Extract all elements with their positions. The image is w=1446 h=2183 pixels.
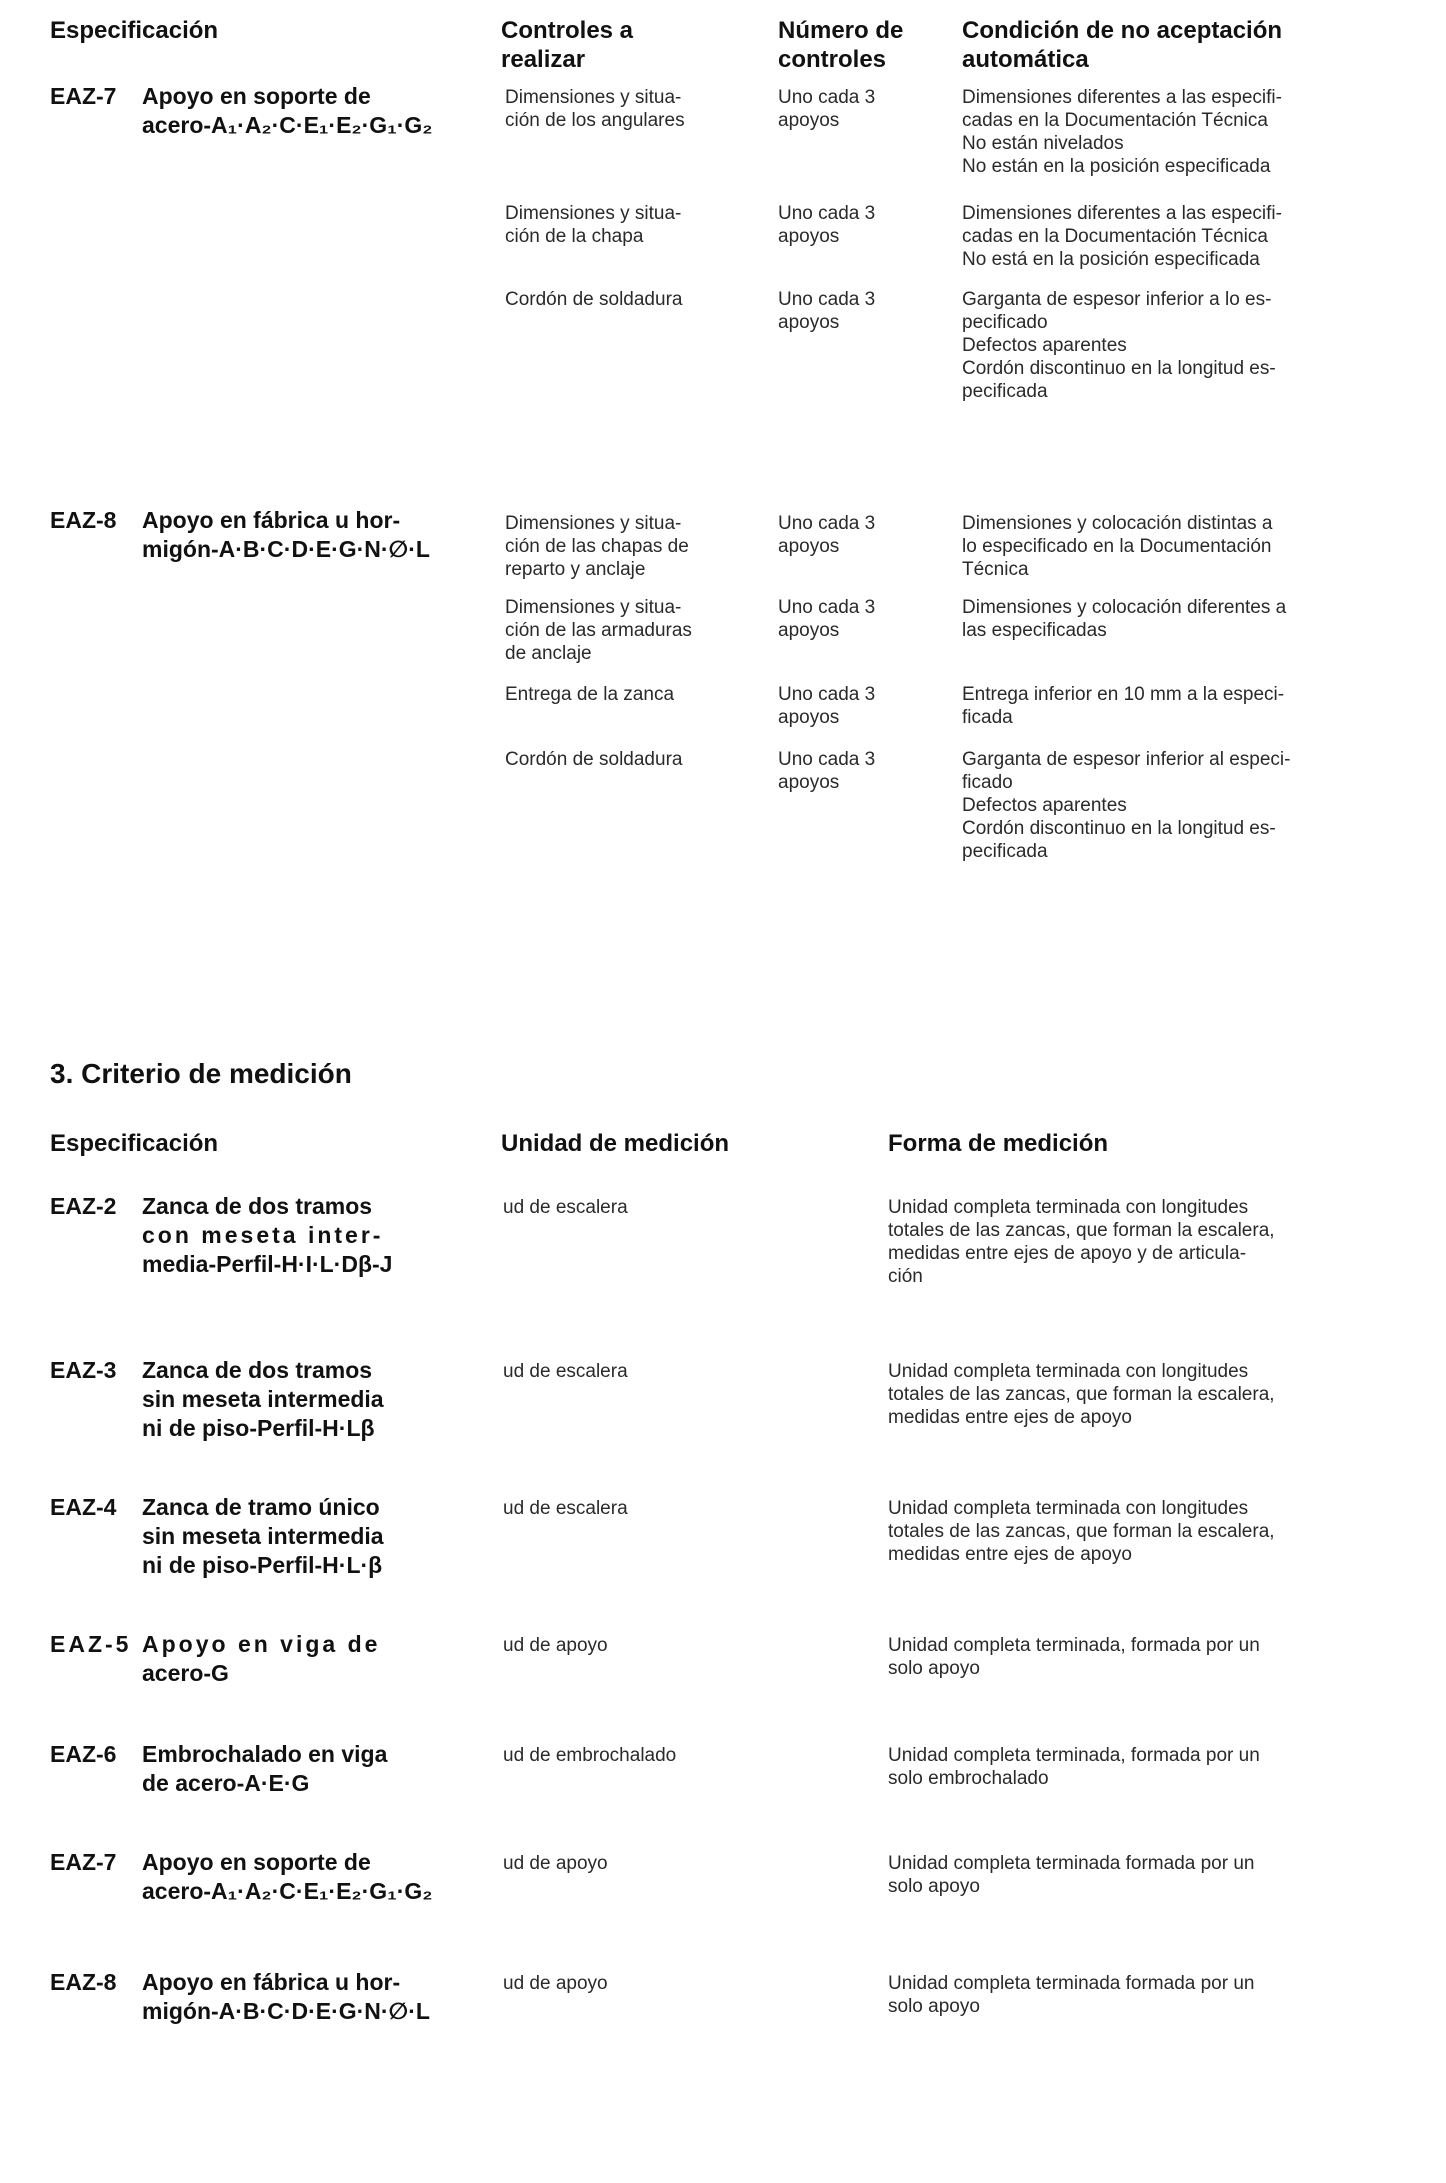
header-controles: [501, 16, 741, 74]
measure-form: [888, 1360, 1388, 1429]
measure-form-line: medidas entre ejes de apoyo: [888, 1407, 1132, 1428]
condition-line: Garganta de espesor inferior a lo es-: [962, 289, 1272, 310]
measure-form-line: totales de las zancas, que forman la escalera,: [888, 1220, 1275, 1241]
number-line: apoyos: [778, 620, 840, 641]
number-cell: [778, 288, 918, 334]
condition-cell: [962, 683, 1382, 729]
number-cell: [778, 748, 918, 794]
spec-title-line: Apoyo en viga de: [142, 1631, 381, 1657]
spec-title-line: Apoyo en fábrica u hor-: [142, 507, 401, 533]
number-line: Uno cada 3: [778, 749, 876, 770]
measure-form: [888, 1972, 1388, 2018]
measure-form-line: Unidad completa terminada, formada por un: [888, 1745, 1260, 1766]
control-line: Cordón de soldadura: [505, 289, 683, 310]
condition-cell: [962, 202, 1382, 271]
measure-spec: [50, 1356, 470, 1443]
condition-cell: [962, 596, 1382, 642]
control-line: reparto y anclaje: [505, 559, 646, 580]
number-line: Uno cada 3: [778, 203, 876, 224]
condition-cell: [962, 288, 1382, 403]
condition-line: cadas en la Documentación Técnica: [962, 226, 1268, 247]
condition-line: las especificadas: [962, 620, 1107, 641]
measure-form: [888, 1634, 1388, 1680]
condition-line: ficado: [962, 772, 1013, 793]
control-cell: [505, 748, 755, 771]
measure-spec: [50, 1192, 470, 1279]
measure-form-line: Unidad completa terminada, formada por un: [888, 1635, 1260, 1656]
condition-cell: [962, 748, 1382, 863]
condition-line: Defectos aparentes: [962, 795, 1127, 816]
spec-title-line: sin meseta intermedia: [142, 1523, 384, 1549]
condition-line: cadas en la Documentación Técnica: [962, 110, 1268, 131]
measure-unit: ud de escalera: [503, 1361, 628, 1382]
spec-eaz7: [50, 82, 460, 140]
number-line: Uno cada 3: [778, 684, 876, 705]
spec-title-line: Zanca de dos tramos: [142, 1357, 373, 1383]
condition-line: No están en la posición especificada: [962, 156, 1271, 177]
measure-form-line: medidas entre ejes de apoyo y de articula-: [888, 1243, 1247, 1264]
header-numero-line: controles: [778, 46, 887, 73]
condition-line: pecificada: [962, 381, 1048, 402]
measure-form-line: totales de las zancas, que forman la escalera,: [888, 1521, 1275, 1542]
condition-line: Garganta de espesor inferior al especi-: [962, 749, 1291, 770]
condition-line: Defectos aparentes: [962, 335, 1127, 356]
condition-line: No está en la posición especificada: [962, 249, 1260, 270]
measure-form-line: solo apoyo: [888, 1876, 980, 1897]
spec-code: EAZ-3: [50, 1357, 117, 1383]
control-cell: [505, 596, 755, 665]
spec-title-line: ni de piso-Perfil-H·Lβ: [142, 1415, 375, 1441]
measure-form-line: solo embrochalado: [888, 1768, 1049, 1789]
measure-form-line: totales de las zancas, que forman la escalera,: [888, 1384, 1275, 1405]
condition-line: Entrega inferior en 10 mm a la especi-: [962, 684, 1285, 705]
number-cell: [778, 596, 918, 642]
condition-line: Dimensiones y colocación diferentes a: [962, 597, 1287, 618]
number-line: apoyos: [778, 226, 840, 247]
control-cell: [505, 202, 755, 248]
measure-form-line: medidas entre ejes de apoyo: [888, 1544, 1132, 1565]
spec-title-line: de acero-A·E·G: [142, 1770, 310, 1796]
spec-code: EAZ-2: [50, 1193, 117, 1219]
control-line: Dimensiones y situa-: [505, 203, 682, 224]
control-line: Dimensiones y situa-: [505, 597, 682, 618]
spec-code: EAZ-5: [50, 1631, 132, 1657]
control-line: de anclaje: [505, 643, 592, 664]
section-title: 3. Criterio de medición: [50, 1058, 352, 1089]
spec-title-line: acero-A₁·A₂·C·E₁·E₂·G₁·G₂: [142, 112, 433, 138]
number-line: Uno cada 3: [778, 289, 876, 310]
condition-cell: [962, 86, 1382, 178]
header-condicion-line: automática: [962, 46, 1089, 73]
measure-form-line: Unidad completa terminada con longitudes: [888, 1498, 1249, 1519]
control-line: ción de la chapa: [505, 226, 644, 247]
header-numero-line: Número de: [778, 17, 904, 44]
number-line: Uno cada 3: [778, 87, 876, 108]
measure-header-especificacion: Especificación: [50, 1130, 219, 1157]
measure-spec: [50, 1968, 470, 2026]
spec-title-line: media-Perfil-H·I·L·Dβ-J: [142, 1251, 393, 1277]
header-numero: [778, 16, 938, 74]
measure-spec: [50, 1848, 470, 1906]
measure-form-line: Unidad completa terminada formada por un: [888, 1853, 1255, 1874]
condition-line: pecificado: [962, 312, 1048, 333]
number-cell: [778, 683, 918, 729]
measure-header-forma: Forma de medición: [888, 1130, 1109, 1157]
measure-unit: ud de escalera: [503, 1197, 628, 1218]
condition-line: No están nivelados: [962, 133, 1124, 154]
spec-title-line: Apoyo en soporte de: [142, 83, 371, 109]
condition-line: pecificada: [962, 841, 1048, 862]
number-line: apoyos: [778, 772, 840, 793]
number-cell: [778, 512, 918, 558]
control-line: Dimensiones y situa-: [505, 513, 682, 534]
measure-unit: ud de escalera: [503, 1498, 628, 1519]
measure-form-line: solo apoyo: [888, 1658, 980, 1679]
measure-header-unidad: Unidad de medición: [501, 1130, 730, 1157]
measure-form: [888, 1196, 1388, 1288]
number-cell: [778, 202, 918, 248]
spec-code: EAZ-8: [50, 507, 117, 533]
measure-form: [888, 1852, 1388, 1898]
header-especificacion: Especificación: [50, 17, 219, 44]
header-controles-line: Controles a: [501, 17, 634, 44]
spec-title-line: Apoyo en soporte de: [142, 1849, 371, 1875]
control-cell: [505, 512, 755, 581]
spec-title-line: migón-A·B·C·D·E·G·N·∅·L: [142, 1998, 430, 2024]
measure-spec: [50, 1493, 470, 1580]
spec-title-line: Embrochalado en viga: [142, 1741, 388, 1767]
condition-line: lo especificado en la Documentación: [962, 536, 1272, 557]
spec-eaz8: [50, 506, 460, 564]
spec-title-line: Zanca de tramo único: [142, 1494, 380, 1520]
control-line: Entrega de la zanca: [505, 684, 675, 705]
measure-spec: [50, 1630, 470, 1688]
spec-title-line: Zanca de dos tramos: [142, 1193, 373, 1219]
spec-title-line: acero-A₁·A₂·C·E₁·E₂·G₁·G₂: [142, 1878, 433, 1904]
spec-title-line: acero-G: [142, 1660, 229, 1686]
measure-form-line: solo apoyo: [888, 1996, 980, 2017]
measure-spec: [50, 1740, 470, 1798]
spec-code: EAZ-8: [50, 1969, 117, 1995]
control-line: Dimensiones y situa-: [505, 87, 682, 108]
condition-line: Técnica: [962, 559, 1029, 580]
spec-title-line: con meseta inter-: [142, 1222, 384, 1248]
measure-form-line: Unidad completa terminada con longitudes: [888, 1361, 1249, 1382]
spec-title-line: ni de piso-Perfil-H·L·β: [142, 1552, 383, 1578]
control-cell: [505, 288, 755, 311]
spec-code: EAZ-7: [50, 1849, 117, 1875]
spec-title-line: Apoyo en fábrica u hor-: [142, 1969, 401, 1995]
measure-unit: ud de embrochalado: [503, 1745, 677, 1766]
spec-code: EAZ-4: [50, 1494, 117, 1520]
control-cell: [505, 86, 755, 132]
control-line: ción de los angulares: [505, 110, 685, 131]
number-line: apoyos: [778, 312, 840, 333]
spec-title-line: migón-A·B·C·D·E·G·N·∅·L: [142, 536, 430, 562]
measure-form-line: Unidad completa terminada formada por un: [888, 1973, 1255, 1994]
measure-form: [888, 1497, 1388, 1566]
control-line: Cordón de soldadura: [505, 749, 683, 770]
spec-title-line: sin meseta intermedia: [142, 1386, 384, 1412]
number-line: Uno cada 3: [778, 597, 876, 618]
condition-line: ficada: [962, 707, 1013, 728]
condition-cell: [962, 512, 1382, 581]
spec-code: EAZ-6: [50, 1741, 117, 1767]
condition-line: Dimensiones y colocación distintas a: [962, 513, 1273, 534]
header-condicion: [962, 16, 1402, 74]
measure-unit: ud de apoyo: [503, 1853, 608, 1874]
condition-line: Dimensiones diferentes a las especifi-: [962, 87, 1282, 108]
number-cell: [778, 86, 918, 132]
control-line: ción de las armaduras: [505, 620, 692, 641]
measure-unit: ud de apoyo: [503, 1973, 608, 1994]
header-condicion-line: Condición de no aceptación: [962, 17, 1283, 44]
measure-form-line: Unidad completa terminada con longitudes: [888, 1197, 1249, 1218]
control-cell: [505, 683, 755, 706]
condition-line: Cordón discontinuo en la longitud es-: [962, 358, 1276, 379]
number-line: apoyos: [778, 110, 840, 131]
condition-line: Cordón discontinuo en la longitud es-: [962, 818, 1276, 839]
number-line: Uno cada 3: [778, 513, 876, 534]
number-line: apoyos: [778, 536, 840, 557]
control-line: ción de las chapas de: [505, 536, 689, 557]
spec-code: EAZ-7: [50, 83, 117, 109]
measure-unit: ud de apoyo: [503, 1635, 608, 1656]
header-controles-line: realizar: [501, 46, 586, 73]
measure-form: [888, 1744, 1388, 1790]
measure-form-line: ción: [888, 1266, 923, 1287]
number-line: apoyos: [778, 707, 840, 728]
condition-line: Dimensiones diferentes a las especifi-: [962, 203, 1282, 224]
